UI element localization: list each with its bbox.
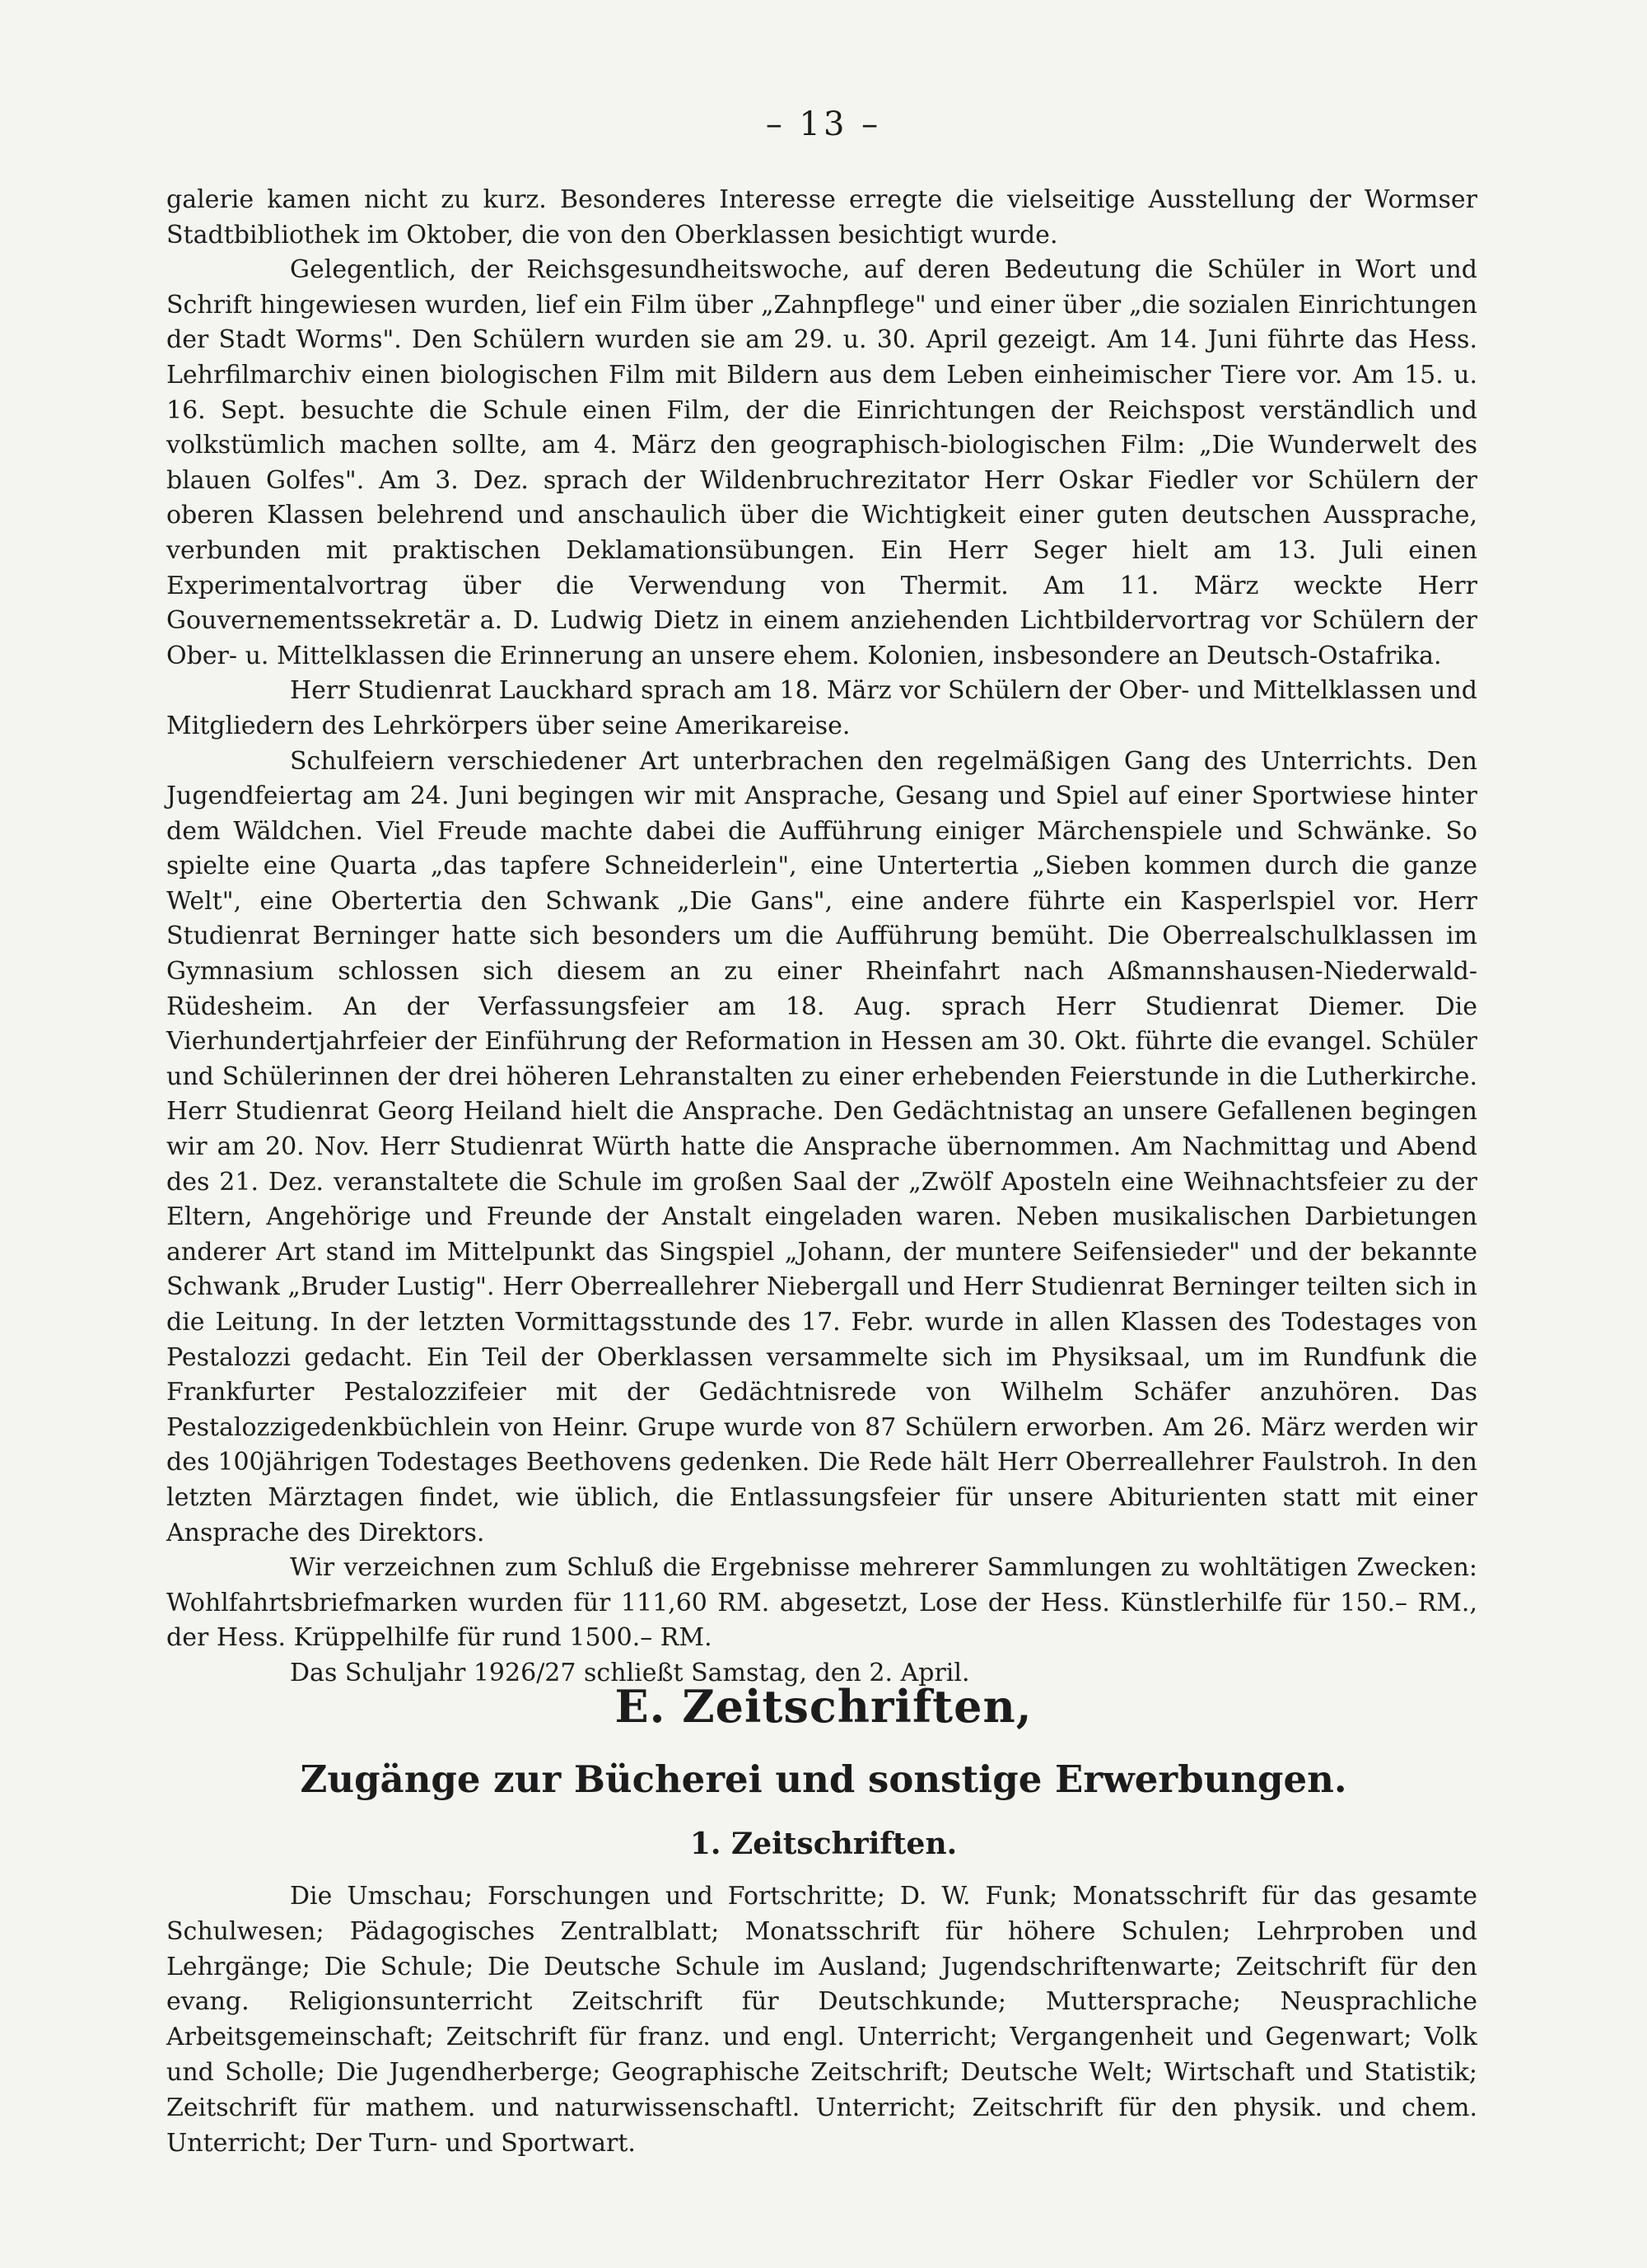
- paragraph-collections: Wir verzeichnen zum Schluß die Ergebnisse mehrerer Sammlungen zu wohltätigen Zwecken: Wohlfahrtsbriefmarken wurden für 111,60 RM. abgesetzt, Lose der Hess. Künstlerhilfe für 150.– RM., der Hess. Krüppelhilfe für rund 1500.– RM.: [166, 1553, 1477, 1653]
- section-heading-e: E. Zeitschriften,: [614, 1680, 1033, 1733]
- paragraph-films-lectures: Gelegentlich, der Reichsgesundheitswoche, auf deren Bedeutung die Schüler in Wort und Schrift hingewiesen wurden, lief ein Film über „Zahnpflege" und einer über „die sozialen Einrichtungen der Stadt Worms". Den Schülern wurden sie am 29. u. 30. April gezeigt. Am 14. Juni führte das Hess. Lehrfilmarchiv einen biologischen Film mit Bildern aus dem Leben einheimischer Tiere vor. Am 15. u. 16. Sept. besuchte die Schule einen Film, der die Einrichtungen der Reichspost verständlich und volkstümlich machen sollte, am 4. März den geographisch-biologischen Film: „Die Wunderwelt des blauen Golfes". Am 3. Dez. sprach der Wildenbruchrezitator Herr Oskar Fiedler vor Schülern der oberen Klassen belehrend und anschaulich über die Wichtigkeit einer guten deutschen Aussprache, verbunden mit praktischen Deklamationsübungen. Ein Herr Seger hielt am 13. Juli einen Experimentalvortrag über die Verwendung von Thermit. Am 11. März weckte Herr Gouvernementssekretär a. D. Ludwig Dietz in einem anziehenden Lichtbildervortrag vor Schülern der Ober- u. Mittelklassen die Erinnerung an unsere ehem. Kolonien, insbesondere an Deutsch-Ostafrika.: [166, 255, 1477, 670]
- paragraph-exhibition: galerie kamen nicht zu kurz. Besonderes Interesse erregte die vielseitige Ausstellung der Wormser Stadtbibliothek im Oktober, die von den Oberklassen besichtigt wurde.: [166, 185, 1477, 250]
- journals-list: Die Umschau; Forschungen und Fortschritte; D. W. Funk; Monatsschrift für das gesamte Schulwesen; Pädagogisches Zentralblatt; Monatsschrift für höhere Schulen; Lehrproben und Lehrgänge; Die Schule; Die Deutsche Schule im Ausland; Jugendschriftenwarte; Zeitschrift für den evang. Religionsunterricht Zeitschrift für Deutschkunde; Muttersprache; Neusprachliche Arbeitsgemeinschaft; Zeitschrift für franz. und engl. Unterricht; Vergangenheit und Gegenwart; Volk und Scholle; Die Jugendherberge; Geographische Zeitschrift; Deutsche Welt; Wirtschaft und Statistik; Zeitschrift für mathem. und naturwissenschaftl. Unterricht; Zeitschrift für den physik. und chem. Unterricht; Der Turn- und Sportwart.: [166, 1882, 1477, 2158]
- page-number: – 13 –: [765, 105, 882, 143]
- paragraph-school-celebrations: Schulfeiern verschiedener Art unterbrachen den regelmäßigen Gang des Unterrichts. Den Jugendfeiertag am 24. Juni begingen wir mit Ansprache, Gesang und Spiel auf einer Sportwiese hinter dem Wäldchen. Viel Freude machte dabei die Aufführung einiger Märchenspiele und Schwänke. So spielte eine Quarta „das tapfere Schneiderlein", eine Untertertia „Sieben kommen durch die ganze Welt", eine Obertertia den Schwank „Die Gans", eine andere führte ein Kasperlspiel vor. Herr Studienrat Berninger hatte sich besonders um die Aufführung bemüht. Die Oberrealschulklassen im Gymnasium schlossen sich diesem an zu einer Rheinfahrt nach Aßmannshausen-Niederwald-Rüdesheim. An der Verfassungsfeier am 18. Aug. sprach Herr Studienrat Diemer. Die Vierhundertjahrfeier der Einführung der Reformation in Hessen am 30. Okt. führte die evangel. Schüler und Schülerinnen der drei höheren Lehranstalten zu einer erhebenden Feierstunde in die Lutherkirche. Herr Studienrat Georg Heiland hielt die Ansprache. Den Gedächtnistag an unsere Gefallenen begingen wir am 20. Nov. Herr Studienrat Würth hatte die Ansprache übernommen. Am Nachmittag und Abend des 21. Dez. veranstaltete die Schule im großen Saal der „Zwölf Aposteln eine Weihnachtsfeier zu der Eltern, Angehörige und Freunde der Anstalt eingeladen waren. Neben musikalischen Darbietungen anderer Art stand im Mittelpunkt das Singspiel „Johann, der muntere Seifensieder" und der bekannte Schwank „Bruder Lustig". Herr Oberreallehrer Niebergall und Herr Studienrat Berninger teilten sich in die Leitung. In der letzten Vormittagsstunde des 17. Febr. wurde in allen Klassen des Todestages von Pestalozzi gedacht. Ein Teil der Oberklassen versammelte sich im Physiksaal, um im Rundfunk die Frankfurter Pestalozzifeier mit der Gedächtnisrede von Wilhelm Schäfer anzuhören. Das Pestalozzigedenkbüchlein von Heinr. Grupe wurde von 87 Schülern erworben. Am 26. März werden wir des 100jährigen Todestages Beethovens gedenken. Die Rede hält Herr Oberreallehrer Faulstroh. In den letzten Märztagen findet, wie üblich, die Entlassungsfeier für unsere Abiturienten statt mit einer Ansprache des Direktors.: [166, 746, 1477, 1547]
- body-text: [166, 183, 1477, 1692]
- paragraph-school-year-end: Das Schuljahr 1926/27 schließt Samstag, den 2. April.: [290, 1658, 970, 1687]
- section-subheading: Zugänge zur Bücherei und sonstige Erwerbungen.: [300, 1757, 1347, 1801]
- subsection-heading-journals: 1. Zeitschriften.: [689, 1827, 958, 1861]
- paragraph-america-lecture: Herr Studienrat Lauckhard sprach am 18. März vor Schülern der Ober- und Mittelklassen und Mitgliedern des Lehrkörpers über seine Amerikareise.: [166, 676, 1477, 740]
